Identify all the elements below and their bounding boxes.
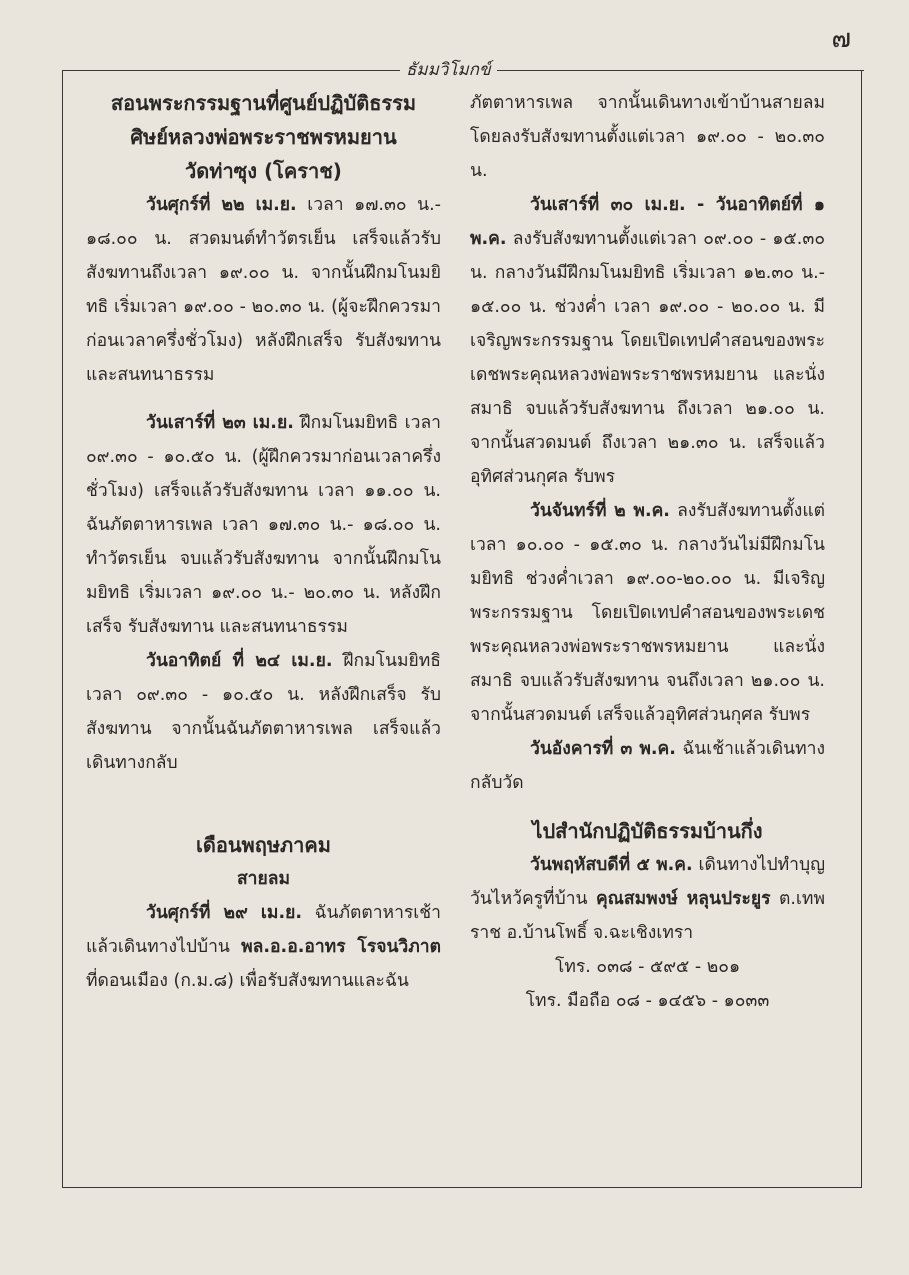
schedule-entry [86,406,441,644]
month-heading: เดือนพฤษภาคม [196,833,331,857]
entry-text: ลงรับสังฆทานตั้งแต่เวลา ๑๐.๐๐ - ๑๕.๓๐ น. กลางวันไม่มีฝึกมโนมยิทธิ ช่วงค่ำเวลา ๑๙.๐๐-๒๐.๐๐ น. มีเจริญพระกรรมฐาน โดยเปิดเทปคำสอนของพระเดชพระคุณหลวงพ่อพระราชพรหมยาน และนั่งสมาธิ จบแล้วรับสังฆทาน จนถึงเวลา ๒๑.๐๐ น. จากนั้นสวดมนต์ เสร็จแล้วอุทิศส่วนกุศล รับพร [470,501,825,725]
entry-date: วันเสาร์ที่ ๓๐ เม.ย. - วันอาทิตย์ที่ ๑ พ.ค. [470,195,825,249]
entry-date: วันศุกร์ที่ ๒๙ เม.ย. [146,903,303,923]
schedule-entry [470,848,825,950]
entry-date: วันพฤหัสบดีที่ ๕ พ.ค. [530,855,693,875]
schedule-entry [470,732,825,800]
schedule-entry [86,644,441,780]
entry-text: ฉันเช้าแล้วเดินทางกลับวัด [470,739,825,793]
schedule-entry [86,188,441,392]
page-number: ๗ [831,24,851,54]
schedule-entry [86,896,441,998]
entry-text: เดินทางไปทำบุญวันไหว้ครูที่บ้าน [470,855,825,909]
entry-date: วันจันทร์ที่ ๒ พ.ค. [530,501,670,521]
place-heading: สายลม [236,869,291,889]
entry-text: ต.เทพราช อ.บ้านโพธิ์ จ.ฉะเชิงเทรา [470,889,825,943]
title-line-1: สอนพระกรรมฐานที่ศูนย์ปฏิบัติธรรม [110,91,417,115]
left-column [86,86,441,998]
host-name: คุณสมพงษ์ หลุนประยูร [595,889,771,909]
entry-date: วันอังคารที่ ๓ พ.ค. [530,739,676,759]
phone-number: โทร. ๐๓๘ - ๕๙๕ - ๒๐๑ [554,957,741,977]
schedule-entry [470,188,825,494]
entry-text: ที่ดอนเมือง (ก.ม.๘) เพื่อรับสังฆทานและฉัน [86,971,409,991]
section-heading: ไปสำนักปฏิบัติธรรมบ้านกึ่ง [532,819,763,843]
entry-date: วันเสาร์ที่ ๒๓ เม.ย. [146,413,294,433]
entry-text: ฝึกมโนมยิทธิ เวลา ๐๙.๓๐ - ๑๐.๕๐ น. (ผู้ฝึกควรมาก่อนเวลาครึ่งชั่วโมง) เสร็จแล้วรับสังฆทาน เวลา ๑๑.๐๐ น. ฉันภัตตาหารเพล เวลา ๑๗.๓๐ น.- ๑๘.๐๐ น. ทำวัตรเย็น จบแล้วรับสังฆทาน จากนั้นฝึกมโนมยิทธิ เริ่มเวลา ๑๙.๐๐ น.- ๒๐.๓๐ น. หลังฝึกเสร็จ รับสังฆทาน และสนทนาธรรม [86,413,441,637]
title-line-2: ศิษย์หลวงพ่อพระราชพรหมยาน [130,125,397,149]
host-name: พล.อ.อ.อาทร โรจนวิภาต [241,937,441,957]
title-line-3: วัดท่าซุง (โคราช) [185,159,342,183]
mobile-number: โทร. มือถือ ๐๘ - ๑๔๕๖ - ๑๐๓๓ [525,991,770,1011]
schedule-entry-continued: ภัตตาหารเพล จากนั้นเดินทางเข้าบ้านสายลม โดยลงรับสังฆทานตั้งแต่เวลา ๑๙.๐๐ - ๒๐.๓๐ น. [470,93,825,181]
right-column [470,86,825,1018]
entry-text: ฉันภัตตาหารเช้า แล้วเดินทางไปบ้าน [86,903,441,957]
entry-text: ฝึกมโนมยิทธิ เวลา ๐๙.๓๐ - ๑๐.๕๐ น. หลังฝึกเสร็จ รับสังฆทาน จากนั้นฉันภัตตาหารเพล เสร็จแล้วเดินทางกลับ [86,651,441,773]
entry-text: ลงรับสังฆทานตั้งแต่เวลา ๐๙.๐๐ - ๑๕.๓๐ น. กลางวันมีฝึกมโนมยิทธิ เริ่มเวลา ๑๒.๓๐ น.- ๑๕.๐๐ น. ช่วงค่ำ เวลา ๑๙.๐๐ - ๒๐.๐๐ น. มีเจริญพระกรรมฐาน โดยเปิดเทปคำสอนของพระเดชพระคุณหลวงพ่อพระราชพรหมยาน และนั่งสมาธิ จบแล้วรับสังฆทาน ถึงเวลา ๒๑.๐๐ น. จากนั้นสวดมนต์ ถึงเวลา ๒๑.๓๐ น. เสร็จแล้วอุทิศส่วนกุศล รับพร [470,229,825,487]
entry-text: เวลา ๑๗.๓๐ น.- ๑๘.๐๐ น. สวดมนต์ทำวัตรเย็น เสร็จแล้วรับสังฆทานถึงเวลา ๑๙.๐๐ น. จากนั้นฝึกมโนมยิทธิ เริ่มเวลา ๑๙.๐๐ - ๒๐.๓๐ น. (ผู้จะฝึกควรมาก่อนเวลาครึ่งชั่วโมง) หลังฝึกเสร็จ รับสังฆทานและสนทนาธรรม [86,195,441,385]
entry-date: วันอาทิตย์ ที่ ๒๔ เม.ย. [146,651,333,671]
entry-date: วันศุกร์ที่ ๒๒ เม.ย. [146,195,297,215]
schedule-entry [470,494,825,732]
running-header: ธัมมวิโมกข์ [400,56,497,83]
